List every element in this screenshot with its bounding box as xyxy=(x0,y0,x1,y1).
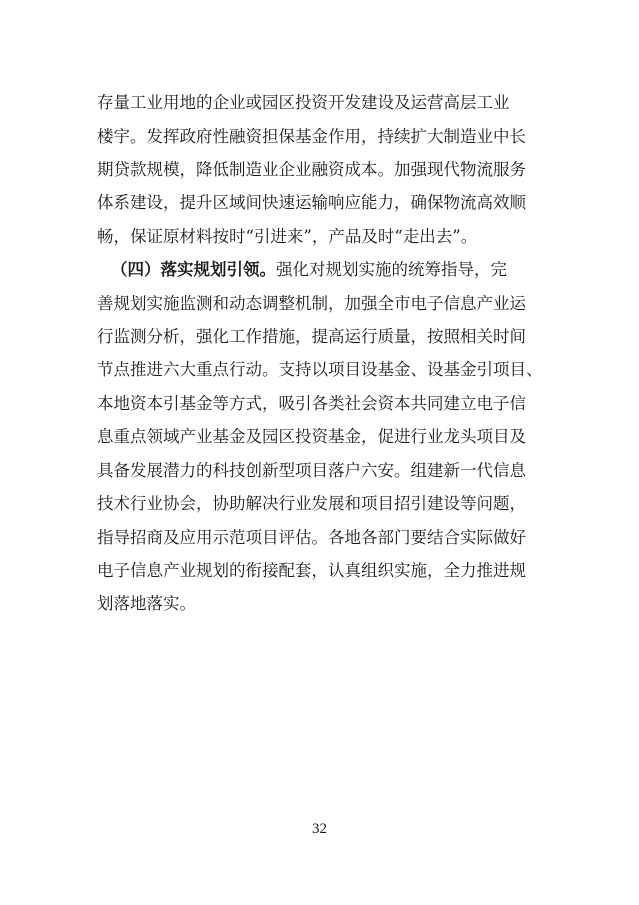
paragraph-line: 行监测分析，强化工作措施，提高运行质量，按照相关时间 xyxy=(97,327,526,346)
paragraph-line: 本地资本引基金等方式，吸引各类社会资本共同建立电子信 xyxy=(97,394,526,413)
paragraph-line: 息重点领域产业基金及园区投资基金，促进行业龙头项目及 xyxy=(97,427,526,446)
section-first-line-text: 强化对规划实施的统筹指导，完 xyxy=(276,260,507,279)
paragraph-line: 节点推进六大重点行动。支持以项目设基金、设基金引项目、 xyxy=(97,360,543,379)
paragraph-line: 善规划实施监测和动态调整机制，加强全市电子信息产业运 xyxy=(97,294,526,313)
section-heading: （四）落实规划引领。 xyxy=(111,260,276,279)
paragraph-line: 指导招商及应用示范项目评估。各地各部门要结合实际做好 xyxy=(97,528,526,547)
paragraph-line: 楼宇。发挥政府性融资担保基金作用，持续扩大制造业中长 xyxy=(97,127,526,146)
paragraph-line: 存量工业用地的企业或园区投资开发建设及运营高层工业 xyxy=(97,93,510,112)
paragraph-line: 具备发展潜力的科技创新型项目落户六安。组建新一代信息 xyxy=(97,461,526,480)
page-number: 32 xyxy=(312,821,327,837)
paragraph-line: 技术行业协会，协助解决行业发展和项目招引建设等问题， xyxy=(97,494,526,513)
paragraph-line: 电子信息产业规划的衔接配套，认真组织实施，全力推进规 xyxy=(97,561,526,580)
section-first-line xyxy=(111,259,507,281)
paragraph-line: 畅，保证原材料按时“引进来”，产品及时“走出去”。 xyxy=(97,227,478,246)
paragraph-line: 期贷款规模，降低制造业企业融资成本。加强现代物流服务 xyxy=(97,160,526,179)
paragraph-line: 划落地落实。 xyxy=(97,594,196,613)
paragraph-line: 体系建设，提升区域间快速运输响应能力，确保物流高效顺 xyxy=(97,193,526,212)
